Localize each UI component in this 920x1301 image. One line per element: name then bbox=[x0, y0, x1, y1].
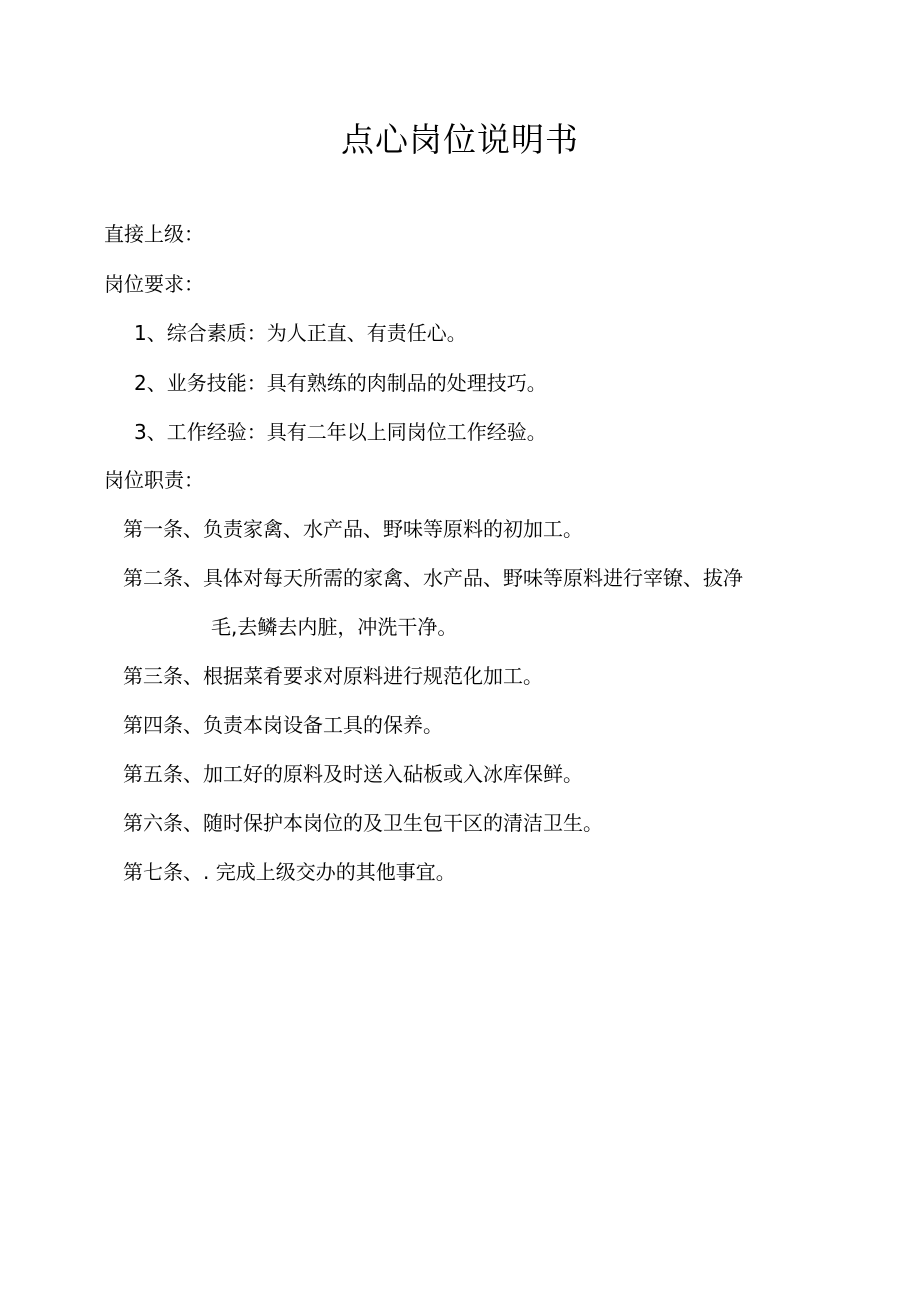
duty-item: 第三条、根据菜肴要求对原料进行规范化加工。 bbox=[123, 664, 543, 688]
page-title: 点心岗位说明书 bbox=[341, 120, 579, 159]
duty-item: 第七条、. 完成上级交办的其他事宜。 bbox=[123, 860, 456, 884]
requirements-heading: 岗位要求： bbox=[104, 272, 204, 296]
duty-item: 第四条、负责本岗设备工具的保养。 bbox=[123, 713, 443, 737]
duty-item-continuation: 毛,去鳞去内脏，冲洗干净。 bbox=[211, 615, 458, 639]
duty-item: 第五条、加工好的原料及时送入砧板或入冰库保鲜。 bbox=[123, 762, 583, 786]
requirement-item: 3、工作经验：具有二年以上同岗位工作经验。 bbox=[134, 420, 547, 444]
requirement-item: 1、综合素质：为人正直、有责任心。 bbox=[134, 321, 467, 345]
duty-item: 第六条、随时保护本岗位的及卫生包干区的清洁卫生。 bbox=[123, 811, 603, 835]
duty-item: 第二条、具体对每天所需的家禽、水产品、野味等原料进行宰镣、拔净 bbox=[123, 566, 743, 590]
duty-item: 第一条、负责家禽、水产品、野味等原料的初加工。 bbox=[123, 517, 583, 541]
requirement-item: 2、业务技能：具有熟练的肉制品的处理技巧。 bbox=[134, 371, 547, 395]
supervisor-label: 直接上级： bbox=[104, 222, 204, 246]
duties-heading: 岗位职责： bbox=[104, 468, 204, 492]
